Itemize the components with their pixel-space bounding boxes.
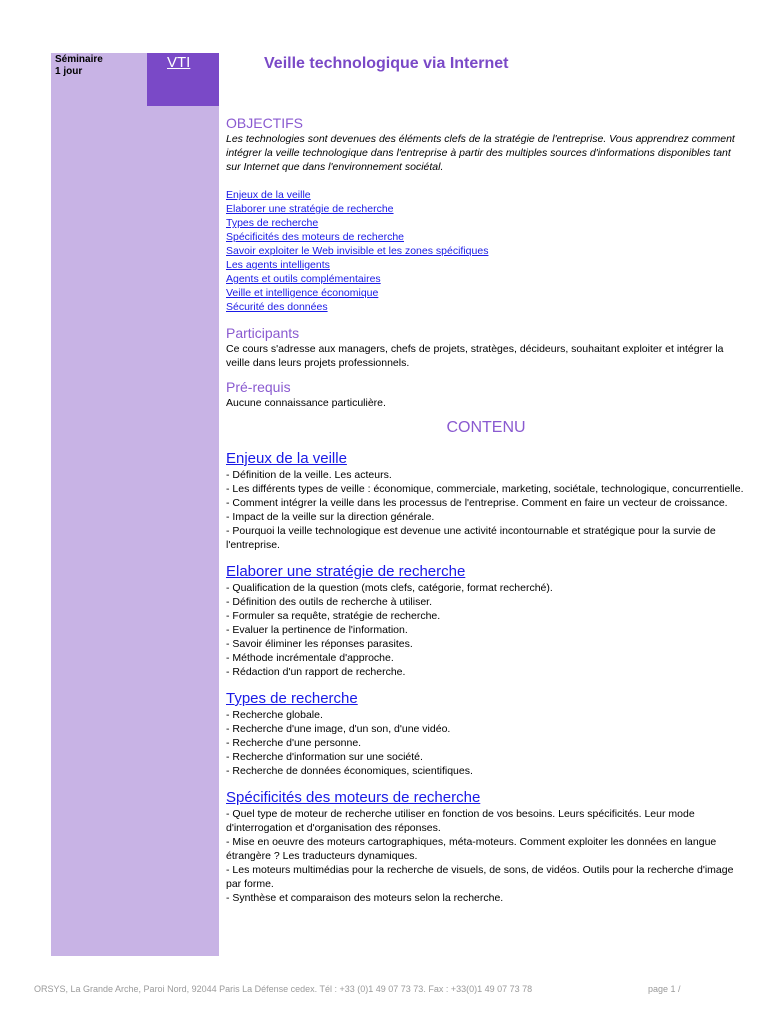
section-types: [226, 690, 746, 778]
list-item: - Recherche d'une image, d'un son, d'une vidéo.: [226, 723, 451, 735]
list-item: - Pourquoi la veille technologique est devenue une activité incontournable et stratégique pour la survie de l'entreprise.: [226, 525, 716, 551]
page-number: page 1 /: [648, 984, 681, 994]
toc-link-moteurs[interactable]: Spécificités des moteurs de recherche: [226, 231, 405, 243]
footer-address: ORSYS, La Grande Arche, Paroi Nord, 92044 Paris La Défense cedex. Tél : +33 (0)1 49 07 73 73. Fax : +33(0)1 49 07 73 78: [34, 984, 533, 994]
list-item: - Méthode incrémentale d'approche.: [226, 652, 394, 664]
list-item: - Recherche d'une personne.: [226, 737, 362, 749]
toc-link-securite[interactable]: Sécurité des données: [226, 301, 328, 313]
contenu-heading: CONTENU: [446, 419, 526, 436]
section-title[interactable]: Elaborer une stratégie de recherche: [226, 563, 466, 580]
seminar-duration: [55, 54, 103, 78]
left-sidebar: [51, 53, 219, 956]
toc-link-types[interactable]: Types de recherche: [226, 217, 319, 229]
list-item: - Définition de la veille. Les acteurs.: [226, 469, 392, 481]
list-item: - Quel type de moteur de recherche utiliser en fonction de vos besoins. Leurs spécificités. Leur mode d'interrogation et d'organisation des réponses.: [226, 808, 695, 834]
section-title[interactable]: Spécificités des moteurs de recherche: [226, 789, 481, 806]
list-item: - Qualification de la question (mots clefs, catégorie, format recherché).: [226, 582, 553, 594]
list-item: - Recherche globale.: [226, 709, 323, 721]
list-item: - Recherche d'information sur une société.: [226, 751, 423, 763]
list-item: - Comment intégrer la veille dans les processus de l'entreprise. Comment en faire un vecteur de croissance.: [226, 497, 728, 509]
section-moteurs: [226, 789, 746, 905]
list-item: - Rédaction d'un rapport de recherche.: [226, 666, 406, 678]
list-item: - Les différents types de veille : économique, commerciale, marketing, sociétale, technologique, concurrentielle.: [226, 483, 744, 495]
list-item: - Savoir éliminer les réponses parasites.: [226, 638, 413, 650]
toc-link-enjeux[interactable]: Enjeux de la veille: [226, 189, 311, 201]
list-item: - Mise en oeuvre des moteurs cartographiques, méta-moteurs. Comment exploiter les données en langue étrangère ? Les traducteurs dynamiques.: [226, 836, 717, 862]
duration-label: 1 jour: [55, 66, 83, 77]
page-title: Veille technologique via Internet: [264, 55, 509, 72]
list-item: - Synthèse et comparaison des moteurs selon la recherche.: [226, 892, 504, 904]
section-strategie: [226, 563, 746, 679]
list-item: - Les moteurs multimédias pour la recherche de visuels, de sons, de vidéos. Outils pour la recherche d'image par forme.: [226, 864, 734, 890]
toc-link-agents[interactable]: Les agents intelligents: [226, 259, 330, 271]
seminar-label: Séminaire: [55, 54, 103, 65]
section-title[interactable]: Types de recherche: [226, 690, 358, 707]
list-item: - Recherche de données économiques, scientifiques.: [226, 765, 473, 777]
objectifs-text: Les technologies sont devenues des éléments clefs de la stratégie de l'entreprise. Vous apprendrez comment intégrer la veille technologique dans l'entreprise à partir des multiples sources d'informations disponibles tant sur Internet que dans l'environnement sociétal.: [226, 133, 735, 173]
course-code: VTI: [167, 54, 191, 71]
toc-link-web-invisible[interactable]: Savoir exploiter le Web invisible et les zones spécifiques: [226, 245, 489, 257]
list-item: - Formuler sa requête, stratégie de recherche.: [226, 610, 441, 622]
list-item: - Impact de la veille sur la direction générale.: [226, 511, 435, 523]
prerequis-text: Aucune connaissance particulière.: [226, 397, 386, 409]
section-title[interactable]: Enjeux de la veille: [226, 450, 347, 467]
participants-heading: Participants: [226, 325, 300, 341]
prerequis-heading: Pré-requis: [226, 379, 291, 395]
toc-links: [226, 188, 746, 314]
toc-link-outils[interactable]: Agents et outils complémentaires: [226, 273, 381, 285]
participants-text: Ce cours s'adresse aux managers, chefs de projets, stratèges, décideurs, souhaitant exploiter et intégrer la veille dans leurs projets professionnels.: [226, 343, 724, 369]
toc-link-strategie[interactable]: Elaborer une stratégie de recherche: [226, 203, 394, 215]
list-item: - Evaluer la pertinence de l'information.: [226, 624, 408, 636]
objectifs-heading: OBJECTIFS: [226, 115, 304, 131]
section-enjeux: [226, 450, 746, 552]
main-content: [226, 114, 746, 916]
list-item: - Définition des outils de recherche à utiliser.: [226, 596, 433, 608]
toc-link-intelligence[interactable]: Veille et intelligence économique: [226, 287, 379, 299]
